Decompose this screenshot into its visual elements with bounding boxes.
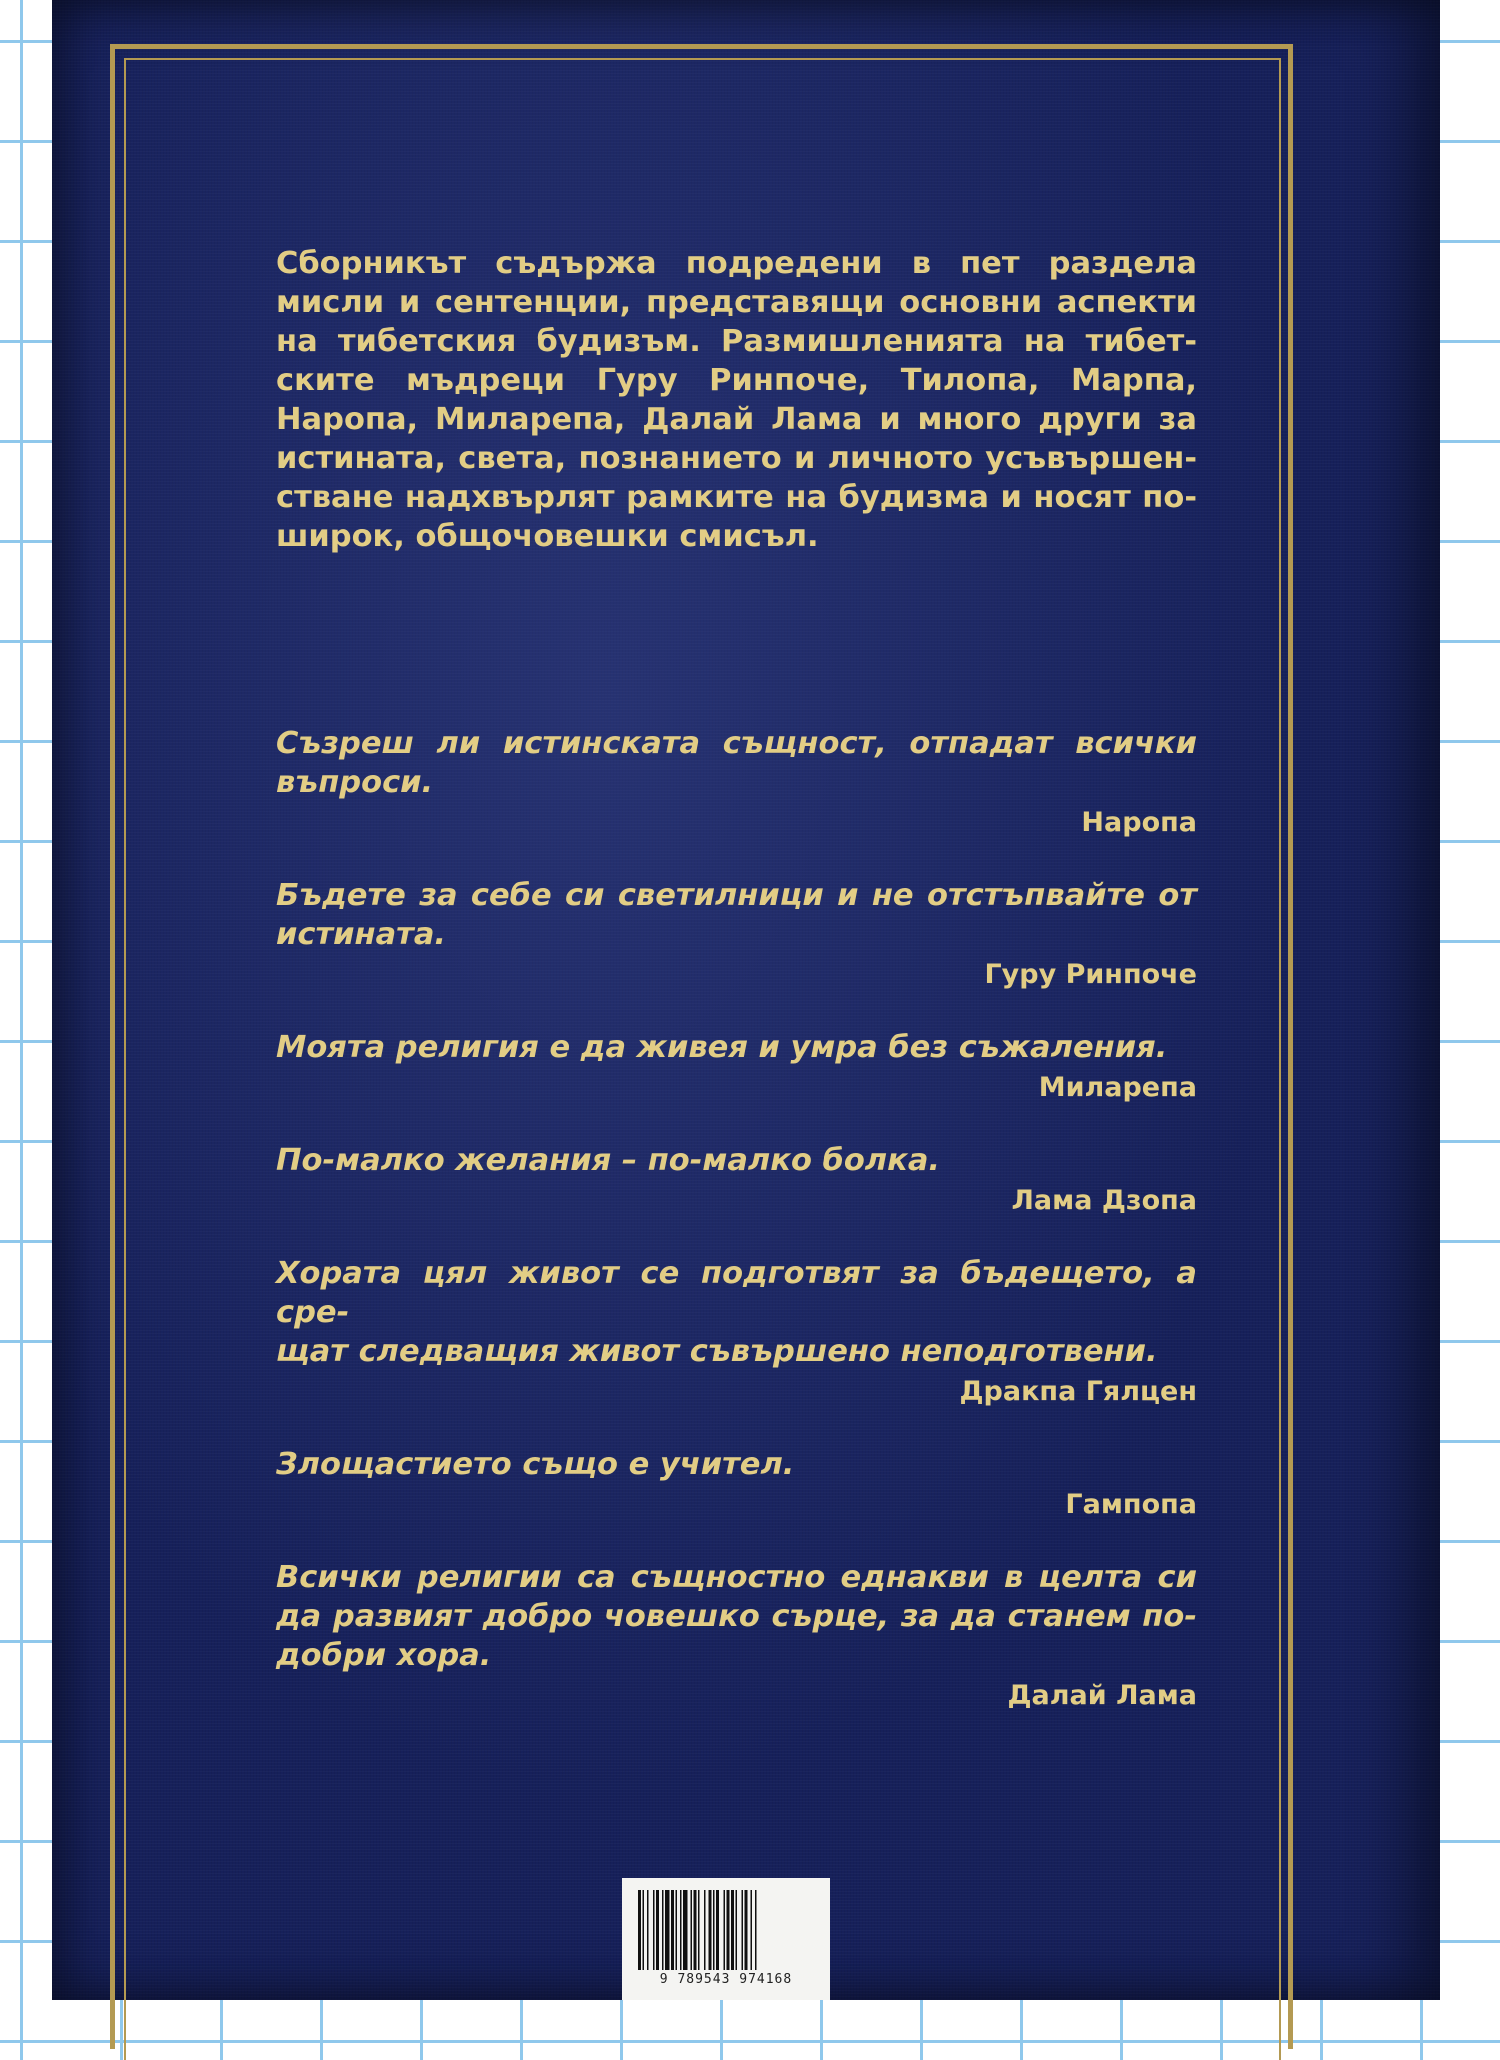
quote-line: да развият добро човешко сърце, за да станем по- (276, 1599, 1197, 1634)
barcode-bar (680, 1890, 682, 1970)
barcode-bar (662, 1890, 664, 1970)
blurb-line: ските мъдреци Гуру Ринпоче, Тилопа, Марпа, (276, 363, 1197, 398)
quote-text (276, 1254, 1197, 1371)
blurb-line: стване надхвърлят рамките на будизма и носят по- (276, 480, 1197, 515)
quote-line: истината. (276, 917, 446, 952)
blurb-line: на тибетския будизъм. Размишленията на тибет- (276, 324, 1197, 359)
barcode-number: 9 789543 974168 (659, 1972, 793, 1987)
barcode-bar (656, 1890, 659, 1970)
barcode-bar (736, 1890, 738, 1970)
barcode-bar (698, 1890, 700, 1970)
barcode-bar (638, 1890, 641, 1970)
quote-line: Съзреш ли истинската същност, отпадат всички (276, 726, 1197, 761)
barcode-bar (704, 1890, 706, 1970)
quote-line: По-малко желания – по-малко болка. (276, 1143, 941, 1178)
blurb-line: широк, общочовешки смисъл. (276, 519, 819, 554)
quote-line: щат следващия живот съвършено неподготвени. (276, 1334, 1158, 1369)
quote-item (276, 724, 1197, 842)
barcode-bar (691, 1890, 693, 1970)
quote-author: Миларепа (1038, 1072, 1197, 1103)
barcode-bar (755, 1890, 757, 1970)
quote-line: Хората цял живот се подготвят за бъдещето, а сре- (276, 1256, 1197, 1330)
barcode-icon (636, 1890, 816, 1970)
blurb-line: Сборникът съдържа подредени в пет раздела (276, 246, 1197, 281)
quote-text (276, 724, 1197, 802)
barcode-bar (724, 1890, 726, 1970)
quote-text (276, 1141, 1197, 1180)
quote-item (276, 1028, 1197, 1107)
barcode-bar (676, 1890, 678, 1970)
barcode-bar (731, 1890, 734, 1970)
quote-text (276, 876, 1197, 954)
barcode-bar (643, 1890, 645, 1970)
quote-author: Гуру Ринпоче (984, 959, 1197, 990)
quote-line: въпроси. (276, 765, 434, 800)
barcode-bar (671, 1890, 674, 1970)
quote-line: Моята религия е да живея и умра без съжаления. (276, 1030, 1168, 1065)
quote-item (276, 1254, 1197, 1411)
barcode-bar (716, 1890, 719, 1970)
barcode-bar (713, 1890, 715, 1970)
quote-item (276, 1558, 1197, 1715)
quote-line: Бъдете за себе си светилници и не отстъпвайте от (276, 878, 1197, 913)
isbn-barcode-label (622, 1878, 830, 2000)
quote-author: Наропа (1081, 807, 1197, 838)
barcode-bar (745, 1890, 748, 1970)
barcode-bar (727, 1890, 730, 1970)
quote-item (276, 876, 1197, 994)
barcode-bar (665, 1890, 670, 1970)
barcode-bar (653, 1890, 655, 1970)
barcode-bar (694, 1890, 697, 1970)
barcode-bar (751, 1890, 753, 1970)
quote-author: Гампопа (1065, 1489, 1197, 1520)
blurb-line: истината, света, познанието и личното усъвършен- (276, 441, 1197, 476)
quotes-list (276, 724, 1197, 1749)
quote-author: Дракпа Гялцен (959, 1376, 1197, 1407)
barcode-bar (709, 1890, 712, 1970)
quote-text (276, 1445, 1197, 1484)
barcode-bar (683, 1890, 688, 1970)
barcode-bar (647, 1890, 649, 1970)
quote-item (276, 1445, 1197, 1524)
blurb-line: мисли и сентенции, представящи основни аспекти (276, 285, 1197, 320)
quote-item (276, 1141, 1197, 1220)
quote-text (276, 1028, 1197, 1067)
quote-line: добри хора. (276, 1638, 492, 1673)
blurb-line: Наропа, Миларепа, Далай Лама и много други за (276, 402, 1197, 437)
quote-line: Всички религии са същностно еднакви в целта си (276, 1560, 1197, 1595)
quote-line: Злощастието също е учител. (276, 1447, 795, 1482)
quote-text (276, 1558, 1197, 1675)
book-blurb (276, 244, 1197, 556)
quote-author: Лама Дзопа (1011, 1185, 1197, 1216)
barcode-bar (742, 1890, 744, 1970)
quote-author: Далай Лама (1007, 1680, 1197, 1711)
